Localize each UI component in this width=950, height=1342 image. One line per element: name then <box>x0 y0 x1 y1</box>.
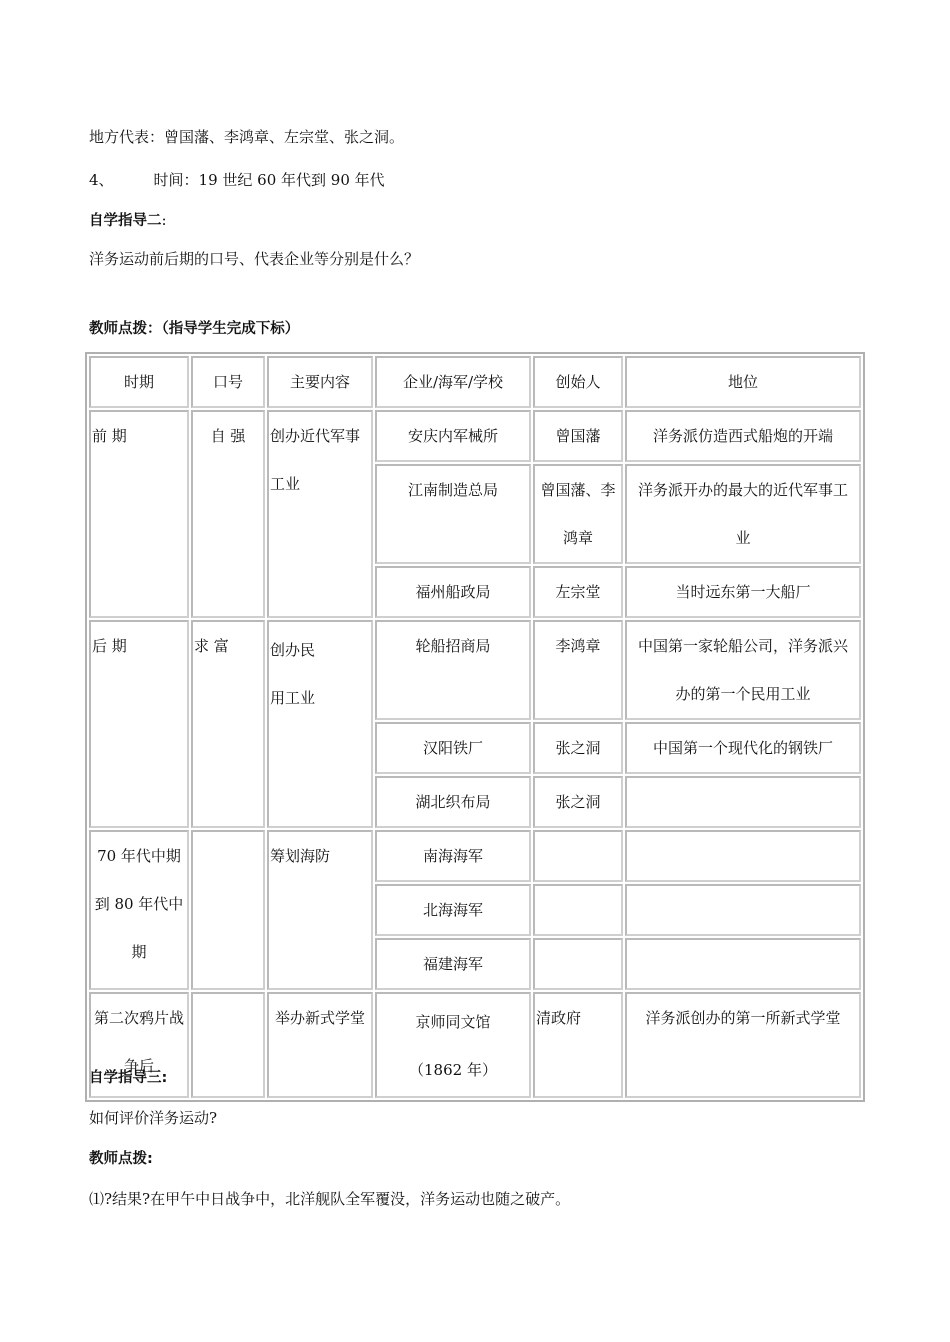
school-period-line-1: 第二次鸦片战 <box>93 1009 184 1027</box>
guide-2-title: 自学指导二 <box>89 213 162 229</box>
school-org-line-2: （1862 年） <box>409 1061 497 1079</box>
founder-cell: 左宗堂 <box>533 566 623 618</box>
table-row <box>89 830 861 882</box>
guide-3-title: 自学指导三: <box>89 1070 168 1086</box>
founder-line-2: 鸿章 <box>562 529 593 547</box>
founder-cell <box>533 464 623 564</box>
header-org: 企业/海军/学校 <box>375 356 531 408</box>
org-cell: 北海海军 <box>375 884 531 936</box>
org-cell: 湖北织布局 <box>375 776 531 828</box>
guide-2-question: 洋务运动前后期的口号、代表企业等分别是什么？ <box>89 250 420 268</box>
guide-2-colon: : <box>161 211 167 229</box>
status-cell: 洋务派仿造西式船炮的开端 <box>625 410 861 462</box>
status-line-1: 洋务派开办的最大的近代军事工 <box>637 481 848 499</box>
teacher-tip-title: 教师点拨：（指导学生完成下标） <box>89 321 300 337</box>
org-cell: 安庆内军械所 <box>375 410 531 462</box>
founder-cell: 李鸿章 <box>533 620 623 720</box>
org-cell: 汉阳铁厂 <box>375 722 531 774</box>
org-cell: 福建海军 <box>375 938 531 990</box>
header-founder: 创始人 <box>533 356 623 408</box>
table-header-row <box>89 356 861 408</box>
status-cell <box>625 464 861 564</box>
founder-cell <box>533 830 623 882</box>
item-4-text: 时间：19 世纪 60 年代到 90 年代 <box>153 171 385 189</box>
guide-2-heading <box>89 210 167 231</box>
founder-cell: 曾国藩 <box>533 410 623 462</box>
table-row <box>89 992 861 1098</box>
late-slogan: 求 富 <box>191 620 265 828</box>
late-content-line-2: 用工业 <box>270 689 316 707</box>
school-slogan <box>191 992 265 1098</box>
table-row <box>89 620 861 720</box>
school-status: 洋务派创办的第一所新式学堂 <box>625 992 861 1098</box>
navy-period-line-2: 到 80 年代中 <box>94 895 184 913</box>
early-period: 前 期 <box>89 410 189 618</box>
founder-cell <box>533 938 623 990</box>
navy-period <box>89 830 189 990</box>
org-cell: 轮船招商局 <box>375 620 531 720</box>
result-text: ⑴?结果?在甲午中日战争中，北洋舰队全军覆没，洋务运动也随之破产。 <box>89 1190 571 1208</box>
founder-line-1: 曾国藩、李 <box>540 481 616 499</box>
org-cell: 江南制造总局 <box>375 464 531 564</box>
school-org <box>375 992 531 1098</box>
school-period-line-2: 争后 <box>123 1057 154 1075</box>
late-content <box>267 620 373 828</box>
late-period: 后 期 <box>89 620 189 828</box>
status-cell: 中国第一个现代化的钢铁厂 <box>625 722 861 774</box>
late-content-line-1: 创办民 <box>270 641 316 659</box>
status-cell <box>625 938 861 990</box>
westernization-table <box>85 352 865 1102</box>
item-4-number: 4、 <box>89 171 114 189</box>
item-4 <box>89 170 385 190</box>
school-org-line-1: 京师同文馆 <box>415 1013 491 1031</box>
status-line-1: 中国第一家轮船公司，洋务派兴 <box>637 637 848 655</box>
navy-content: 筹划海防 <box>267 830 373 990</box>
navy-period-line-1: 70 年代中期 <box>97 847 181 865</box>
founder-cell: 张之洞 <box>533 722 623 774</box>
early-content-line-1: 创办近代军事 <box>270 427 361 445</box>
early-content <box>267 410 373 618</box>
header-slogan: 口号 <box>191 356 265 408</box>
early-content-line-2: 工业 <box>270 475 301 493</box>
status-cell: 当时远东第一大船厂 <box>625 566 861 618</box>
org-cell: 南海海军 <box>375 830 531 882</box>
header-content: 主要内容 <box>267 356 373 408</box>
guide-3-question: 如何评价洋务运动? <box>89 1109 218 1127</box>
local-representatives: 地方代表：曾国藩、李鸿章、左宗堂、张之洞。 <box>89 128 405 146</box>
status-cell <box>625 620 861 720</box>
status-cell <box>625 776 861 828</box>
early-slogan: 自 强 <box>191 410 265 618</box>
founder-cell: 张之洞 <box>533 776 623 828</box>
status-cell <box>625 884 861 936</box>
teacher-tip-2-title: 教师点拨: <box>89 1151 153 1167</box>
navy-period-line-3: 期 <box>131 943 147 961</box>
status-line-2: 业 <box>735 529 751 547</box>
table-row <box>89 410 861 462</box>
school-content: 举办新式学堂 <box>267 992 373 1098</box>
status-cell <box>625 830 861 882</box>
status-line-2: 办的第一个民用工业 <box>675 685 811 703</box>
founder-cell <box>533 884 623 936</box>
header-status: 地位 <box>625 356 861 408</box>
org-cell: 福州船政局 <box>375 566 531 618</box>
navy-slogan <box>191 830 265 990</box>
header-period: 时期 <box>89 356 189 408</box>
school-founder: 清政府 <box>533 992 623 1098</box>
